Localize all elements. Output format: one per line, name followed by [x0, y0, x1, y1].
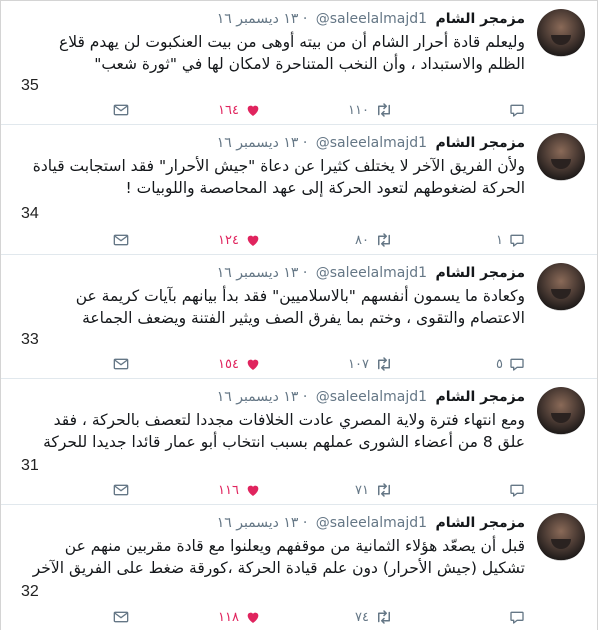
tweet-actions	[111, 100, 525, 120]
like-count: ١٦٤	[218, 102, 239, 118]
thread-number: 34	[21, 205, 39, 222]
reply-button[interactable]	[496, 354, 525, 374]
retweet-icon	[375, 356, 393, 372]
thread-number: 33	[21, 331, 39, 348]
reply-icon	[509, 232, 525, 248]
avatar[interactable]	[537, 387, 585, 435]
thread-number: 35	[21, 77, 39, 94]
retweet-count: ٨٠	[355, 232, 369, 248]
like-button[interactable]	[218, 354, 261, 374]
tweet-header	[61, 513, 525, 533]
retweet-count: ١١٠	[348, 102, 369, 118]
tweet-actions	[111, 230, 525, 250]
tweet-date[interactable]: ١٣ ديسمبر ١٦	[216, 265, 299, 281]
tweet-header	[61, 387, 525, 407]
direct-message-button[interactable]	[113, 100, 129, 120]
tweet[interactable]	[1, 379, 597, 505]
retweet-button[interactable]	[348, 100, 393, 120]
tweet-text: ومع انتهاء فترة ولاية المصري عادت الخلافات مجددا لتعصف بالحركة ، فقد علق 8 من أعضاء الشورى عملهم بسبب انتخاب أبو عمار قائدا جديدا للحركة	[43, 411, 525, 451]
tweet-date[interactable]: ١٣ ديسمبر ١٦	[216, 515, 299, 531]
tweet-date[interactable]: ١٣ ديسمبر ١٦	[216, 389, 299, 405]
tweet-header	[61, 263, 525, 283]
direct-message-button[interactable]	[113, 480, 129, 500]
author-name[interactable]: مزمجر الشام	[435, 265, 525, 281]
envelope-icon	[113, 103, 129, 117]
avatar[interactable]	[537, 263, 585, 311]
like-count: ١١٨	[218, 609, 239, 625]
reply-icon	[509, 609, 525, 625]
separator-dot: ·	[302, 515, 308, 531]
separator-dot: ·	[302, 389, 308, 405]
like-button[interactable]	[218, 230, 261, 250]
tweet-header	[61, 9, 525, 29]
tweet-actions	[111, 480, 525, 500]
direct-message-button[interactable]	[113, 230, 129, 250]
avatar[interactable]	[537, 513, 585, 561]
reply-count: ٥	[496, 356, 503, 372]
retweet-icon	[375, 102, 393, 118]
thread-number: 31	[21, 457, 39, 474]
tweet-actions	[111, 354, 525, 374]
reply-icon	[509, 482, 525, 498]
envelope-icon	[113, 610, 129, 624]
author-name[interactable]: مزمجر الشام	[435, 135, 525, 151]
tweet[interactable]	[1, 125, 597, 255]
like-count: ١٢٤	[218, 232, 239, 248]
tweet-text: وليعلم قادة أحرار الشام أن من بيته أوهى من بيت العنكبوت لن يهدم قلاع الظلم والاستبداد ، وأن النخب المتناحرة لامكان لها في "ثورة شعب"	[58, 33, 525, 73]
retweet-button[interactable]	[355, 480, 393, 500]
avatar[interactable]	[537, 133, 585, 181]
author-handle[interactable]: @saleelalmajd1	[315, 389, 427, 405]
envelope-icon	[113, 233, 129, 247]
reply-button[interactable]	[503, 480, 525, 500]
tweet-date[interactable]: ١٣ ديسمبر ١٦	[216, 135, 299, 151]
like-button[interactable]	[218, 100, 261, 120]
reply-icon	[509, 356, 525, 372]
retweet-count: ٧٤	[355, 609, 369, 625]
retweet-icon	[375, 609, 393, 625]
heart-icon	[245, 356, 261, 372]
separator-dot: ·	[302, 265, 308, 281]
reply-button[interactable]	[503, 607, 525, 627]
tweet-actions	[111, 607, 525, 627]
like-button[interactable]	[218, 480, 261, 500]
author-handle[interactable]: @saleelalmajd1	[315, 515, 427, 531]
author-handle[interactable]: @saleelalmajd1	[315, 11, 427, 27]
tweet-text: ولأن الفريق الآخر لا يختلف كثيرا عن دعاة "جيش الأحرار" فقد استجابت قيادة الحركة لضغوطهم لتعود الحركة إلى عهد المحاصصة واللوبيات !	[32, 157, 525, 197]
tweet-header	[61, 133, 525, 153]
heart-icon	[245, 102, 261, 118]
direct-message-button[interactable]	[113, 354, 129, 374]
retweet-button[interactable]	[355, 607, 393, 627]
author-handle[interactable]: @saleelalmajd1	[315, 265, 427, 281]
retweet-button[interactable]	[355, 230, 393, 250]
tweet[interactable]	[1, 1, 597, 125]
envelope-icon	[113, 357, 129, 371]
tweet-text: وكعادة ما يسمون أنفسهم "بالاسلاميين" فقد بدأ بيانهم بآيات كريمة عن الاعتصام والتقوى ، وختم بما يفرق الصف ويثير الفتنة ويضعف الجماعة	[75, 287, 525, 327]
retweet-button[interactable]	[348, 354, 393, 374]
heart-icon	[245, 609, 261, 625]
reply-icon	[509, 102, 525, 118]
envelope-icon	[113, 483, 129, 497]
reply-button[interactable]	[496, 230, 525, 250]
tweet[interactable]	[1, 505, 597, 631]
heart-icon	[245, 232, 261, 248]
avatar[interactable]	[537, 9, 585, 57]
separator-dot: ·	[302, 11, 308, 27]
direct-message-button[interactable]	[113, 607, 129, 627]
like-count: ١١٦	[218, 482, 239, 498]
reply-count: ١	[496, 232, 503, 248]
reply-button[interactable]	[503, 100, 525, 120]
separator-dot: ·	[302, 135, 308, 151]
retweet-icon	[375, 482, 393, 498]
author-name[interactable]: مزمجر الشام	[435, 515, 525, 531]
like-count: ١٥٤	[218, 356, 239, 372]
author-name[interactable]: مزمجر الشام	[435, 389, 525, 405]
heart-icon	[245, 482, 261, 498]
author-handle[interactable]: @saleelalmajd1	[315, 135, 427, 151]
retweet-count: ١٠٧	[348, 356, 369, 372]
retweet-icon	[375, 232, 393, 248]
like-button[interactable]	[218, 607, 261, 627]
tweet[interactable]	[1, 255, 597, 379]
author-name[interactable]: مزمجر الشام	[435, 11, 525, 27]
retweet-count: ٧١	[355, 482, 369, 498]
tweet-date[interactable]: ١٣ ديسمبر ١٦	[216, 11, 299, 27]
tweet-text: قبل أن يصعّد هؤلاء الثمانية من موقفهم ويعلنوا مع قادة مقربين منهم عن تشكيل (جيش الأحرار) دون علم قيادة الحركة ،كورقة ضغط على الفريق الآخر	[32, 537, 525, 577]
thread-number: 32	[21, 583, 39, 600]
